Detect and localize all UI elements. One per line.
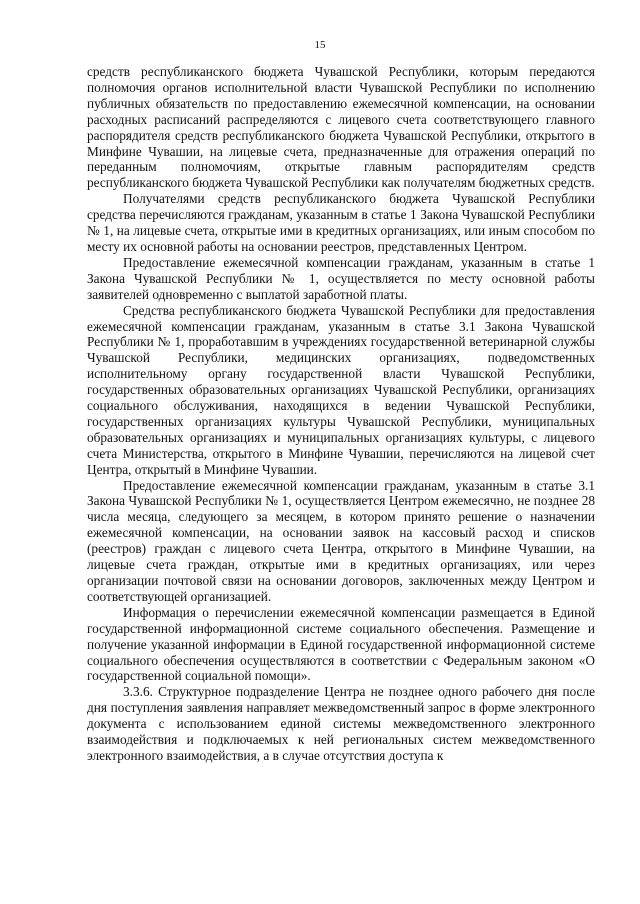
paragraph-6: Информация о перечислении ежемесячной компенсации размещается в Единой государственной информационной системе социального обеспечения. Размещение и получение указанной информации в Единой государственной информационной системе социального обеспечения осуществляются в соответствии с Федеральным законом «О государственной социальной помощи».: [87, 604, 595, 684]
paragraph-1: средств республиканского бюджета Чувашской Республики, которым передаются полномочия органов исполнительной власти Чувашской Республики по исполнению публичных обязательств по предоставлению ежемесячной компенсации, на основании расходных расписаний распределяются с лицевого счета соответствующего главного распорядителя средств республиканского бюджета Чувашской Республики, открытого в Минфине Чувашии, на лицевые счета, предназначенные для отражения операций по переданным полномочиям, открытые главным распорядителям средств республиканского бюджета Чувашской Республики как получателям бюджетных средств.: [87, 64, 595, 191]
page-number: 15: [314, 39, 326, 51]
paragraph-4: Средства республиканского бюджета Чувашской Республики для предоставления ежемесячной компенсации гражданам, указанным в статье 3.1 Закона Чувашской Республики № 1, проработавшим в учреждениях государственной ветеринарной службы Чувашской Республики, медицинских организациях, подведомственных исполнительному органу государственной власти Чувашской Республики, государственных образовательных организациях Чувашской Республики, организациях социального обслуживания, находящихся в ведении Чувашской Республики, государственных организациях культуры Чувашской Республики, муниципальных образовательных организациях и муниципальных организациях культуры, с лицевого счета Министерства, открытого в Минфине Чувашии, перечисляются на лицевой счет Центра, открытый в Минфине Чувашии.: [87, 302, 595, 477]
paragraph-5: Предоставление ежемесячной компенсации гражданам, указанным в статье 3.1 Закона Чувашской Республики № 1, осуществляется Центром ежемесячно, не позднее 28 числа месяца, следующего за месяцем, в котором принято решение о назначении ежемесячной компенсации, на основании заявок на кассовый расход и списков (реестров) граждан с лицевого счета Центра, открытого в Минфине Чувашии, на лицевые счета граждан, открытые ими в кредитных организациях, или через организации почтовой связи на основании договоров, заключенных между Центром и соответствующей организацией.: [87, 477, 595, 604]
paragraph-3: Предоставление ежемесячной компенсации гражданам, указанным в статье 1 Закона Чувашской Республики № 1, осуществляется по месту основной работы заявителей одновременно с выплатой заработной платы.: [87, 254, 595, 302]
paragraph-2: Получателями средств республиканского бюджета Чувашской Республики средства перечисляются гражданам, указанным в статье 1 Закона Чувашской Республики № 1, на лицевые счета, открытые ими в кредитных организациях, или иным способом по месту их основной работы на основании реестров, представленных Центром.: [87, 191, 595, 254]
document-body: [87, 64, 595, 764]
paragraph-7: 3.3.6. Структурное подразделение Центра не позднее одного рабочего дня после дня поступления заявления направляет межведомственный запрос в форме электронного документа с использованием единой системы межведомственного электронного взаимодействия и подключаемых к ней региональных систем межведомственного электронного взаимодействия, а в случае отсутствия доступа к: [87, 684, 595, 763]
